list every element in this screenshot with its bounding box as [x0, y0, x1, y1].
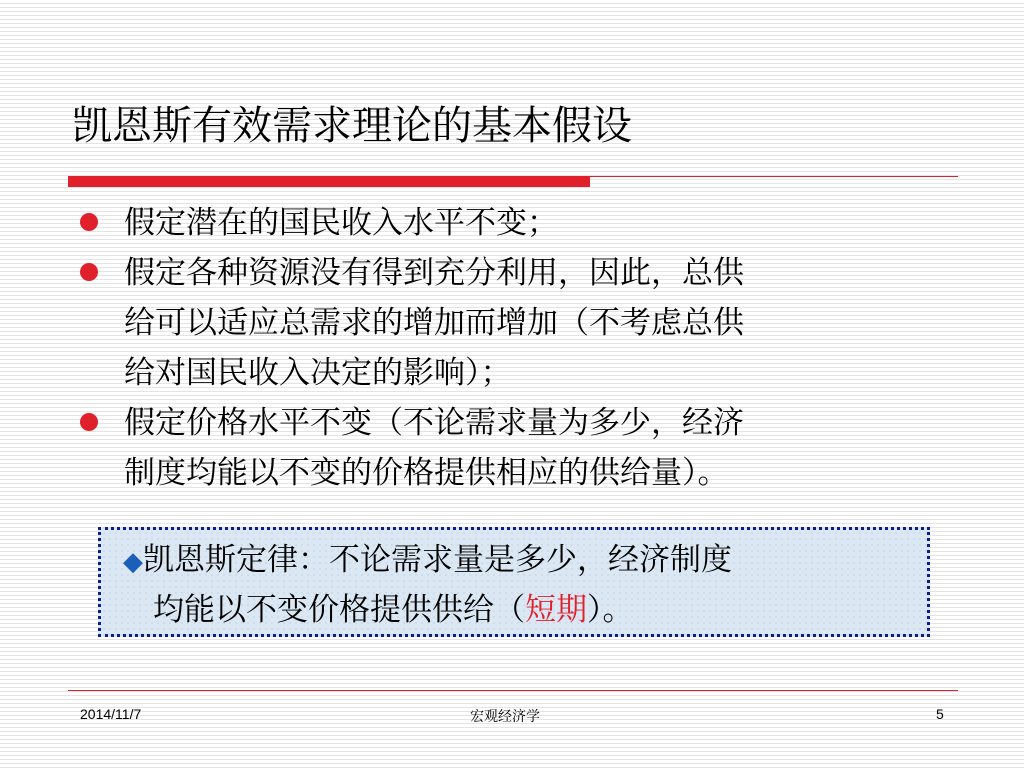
bullet-item: [78, 248, 938, 398]
bullet-item: [78, 198, 938, 248]
slide-title: 凯恩斯有效需求理论的基本假设: [72, 103, 632, 149]
footer-course: 宏观经济学: [470, 709, 540, 725]
law-line-1: [123, 536, 923, 586]
law-line-2-text: 均能以不变价格提供供给（: [153, 592, 525, 628]
bullet-list: [78, 198, 938, 498]
bullet-line: 给可以适应总需求的增加而增加（不考虑总供: [124, 305, 744, 341]
footer-rule: [68, 690, 958, 691]
bullet-dot-icon: [80, 213, 98, 231]
bullet-line: 制度均能以不变的价格提供相应的供给量）。: [124, 455, 729, 491]
bullet-item: [78, 398, 938, 498]
bullet-line: 假定价格水平不变（不论需求量为多少，经济: [124, 405, 744, 441]
bullet-line: 假定各种资源没有得到充分利用，因此，总供: [124, 255, 744, 291]
title-rule-thin: [590, 176, 958, 177]
footer-date: 2014/11/7: [80, 706, 142, 722]
bullet-dot-icon: [80, 263, 98, 281]
short-term-highlight: 短期: [525, 592, 587, 628]
footer-page-number: 5: [936, 706, 944, 722]
law-line-2: [123, 586, 923, 634]
bullet-dot-icon: [80, 413, 98, 431]
diamond-bullet-icon: ◆: [123, 547, 143, 577]
law-line-1-text: 凯恩斯定律：不论需求量是多少，经济制度: [143, 542, 732, 578]
law-line-2-end: ）。: [587, 592, 634, 628]
bullet-line: 给对国民收入决定的影响）；: [124, 355, 512, 391]
title-rule-thick: [68, 176, 590, 187]
keynes-law-text: [123, 536, 923, 634]
bullet-line: 假定潜在的国民收入水平不变；: [124, 205, 558, 241]
keynes-law-box: [98, 527, 930, 637]
